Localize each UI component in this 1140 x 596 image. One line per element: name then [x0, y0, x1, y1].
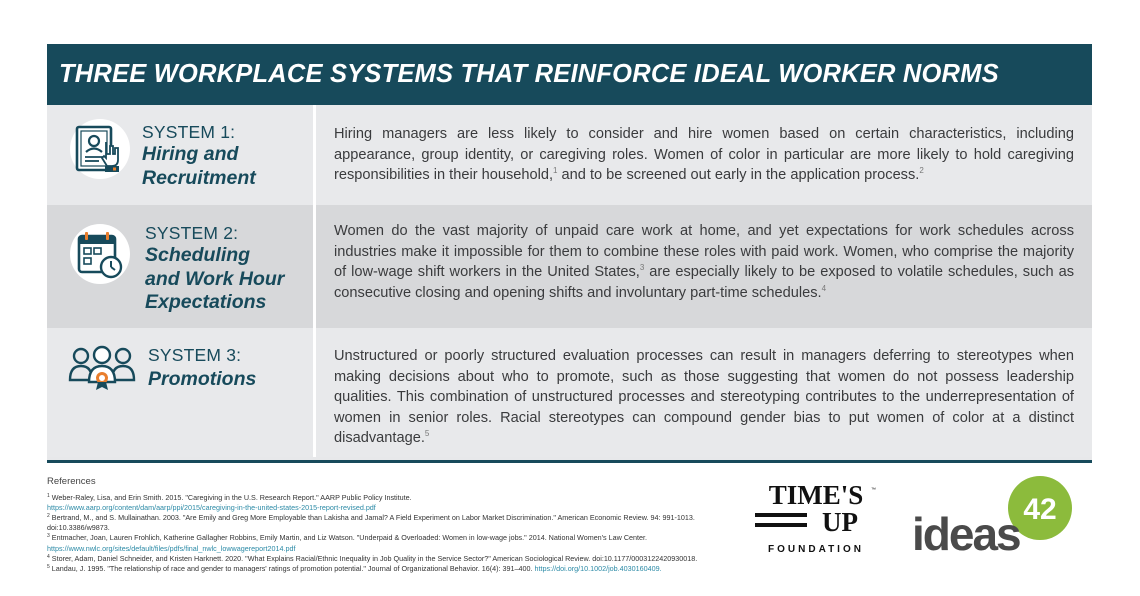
reference-number: 4 — [47, 553, 50, 560]
footnote-ref: 3 — [639, 263, 645, 273]
reference-number: 5 — [47, 563, 50, 570]
references-heading: References — [47, 476, 96, 487]
system-title-line: Expectations — [145, 291, 267, 313]
system-row-2 — [47, 205, 1092, 328]
reference-text: Entmacher, Joan, Lauren Frohlich, Katherine Gallagher Robbins, Emily Martin, and Liz Watson. "Underpaid & Overloaded: Women in low-wage jobs." 2014. National Women's Law Center. — [51, 533, 648, 543]
reference-item — [47, 513, 747, 533]
system-title-line: Recruitment — [142, 166, 256, 189]
reference-link[interactable]: https://www.aarp.org/content/dam/aarp/ppi/2015/caregiving-in-the-united-states-2015-report-revised.pdf — [47, 503, 376, 513]
references — [47, 477, 747, 574]
title-banner — [47, 44, 1092, 105]
resume-hand-icon — [69, 118, 131, 185]
reference-number: 1 — [47, 493, 50, 500]
system-title-line: Hiring and — [142, 143, 239, 165]
description-text: Hiring managers are less likely to consider and hire women based on certain characteristics, including appearance, group identity, or caregiving roles. Women of color in particular are more likely to hold caregiving responsibilities in their household, — [334, 126, 1074, 184]
ideas42-logo — [910, 474, 1080, 560]
system-title-line: Promotions — [148, 368, 257, 390]
system-description — [316, 105, 1092, 205]
logo-line-1: TIME'S — [768, 482, 864, 510]
logo-line-3: FOUNDATION — [768, 544, 864, 555]
system-row-1 — [47, 105, 1092, 205]
reference-link[interactable]: https://www.nwlc.org/sites/default/files/pdfs/final_nwlc_lowwagereport2014.pdf — [47, 543, 296, 553]
reference-link[interactable]: https://doi.org/10.1002/job.4030160409. — [534, 563, 662, 573]
system-title-line: and Work Hour — [145, 267, 285, 290]
system-description — [316, 328, 1092, 457]
description-text: are especially likely to be exposed to volatile schedules, such as consecutive closing and opening shifts and involuntary part-time schedules. — [334, 264, 1074, 301]
reference-text: Storer, Adam, Daniel Schneider, and Kristen Harknett. 2020. "What Explains Racial/Ethnic Inequality in Job Quality in the Service Sector?" American Sociological Review. doi:10.1177/0003122420930018. — [51, 553, 698, 563]
system-label: SYSTEM 3: — [148, 345, 242, 365]
trademark-mark: ™ — [871, 487, 876, 493]
system-title — [148, 368, 256, 392]
reference-text: Bertrand, M., and S. Mullainathan. 2003. "Are Emily and Greg More Employable than Lakisha and Jamal? A Field Experiment on Labor Market Discrimination." American Economic Review. 94: 991-1013. doi:10.3386/w9873. — [47, 513, 695, 533]
reference-text: Landau, J. 1995. "The relationship of race and gender to managers' ratings of promotion potential." Journal of Organizational Behavior. 16(4): 391–400. — [51, 563, 535, 573]
logo-number: 42 — [1023, 493, 1057, 526]
logo-line-2: UP — [822, 507, 858, 537]
people-award-icon — [67, 342, 137, 397]
reference-item — [47, 533, 747, 553]
footnote-ref: 4 — [821, 283, 827, 293]
reference-number: 2 — [47, 513, 50, 520]
system-description — [316, 205, 1092, 328]
calendar-clock-icon — [69, 223, 131, 290]
reference-item — [47, 554, 747, 564]
system-title-line: Scheduling — [145, 244, 251, 266]
system-label: SYSTEM 2: — [145, 223, 239, 243]
logo-word: ideas — [912, 508, 1020, 560]
footnote-ref: 2 — [919, 166, 924, 176]
description-text: Unstructured or poorly structured evaluation processes can result in managers deferring to stereotypes when making decisions about who to promote, such as those suggesting that women do not possess leadership qualities. This combination of unstructured processes and stereotyping contributes to the underrepresentation of women in senior roles. Racial stereotypes can compound gender bias to put women of color at a distinct disadvantage. — [334, 348, 1074, 447]
footnote-ref: 1 — [553, 166, 558, 176]
reference-number: 3 — [47, 533, 50, 540]
times-up-foundation-logo — [752, 482, 882, 558]
system-1-header — [47, 105, 316, 205]
system-title — [142, 143, 256, 190]
system-title — [145, 244, 284, 315]
description-text: Women do the vast majority of unpaid care work at home, and yet expectations for work schedules across industries make it impossible for them to combine these roles with paid work. Women, who comprise the majority of low-wage shift workers in the United States, — [334, 223, 1074, 281]
description-text: and to be screened out early in the application process. — [557, 167, 920, 184]
page-title: THREE WORKPLACE SYSTEMS THAT REINFORCE IDEAL WORKER NORMS — [59, 60, 999, 88]
reference-item — [47, 493, 747, 513]
system-label: SYSTEM 1: — [142, 122, 236, 142]
system-2-header — [47, 205, 316, 328]
system-3-header — [47, 328, 316, 457]
system-row-3 — [47, 328, 1092, 457]
reference-item — [47, 564, 747, 574]
footnote-ref: 5 — [424, 429, 430, 439]
reference-text: Weber-Raley, Lisa, and Erin Smith. 2015. "Caregiving in the U.S. Research Report." AARP Public Policy Institute. — [51, 493, 412, 503]
systems-card — [47, 44, 1092, 463]
